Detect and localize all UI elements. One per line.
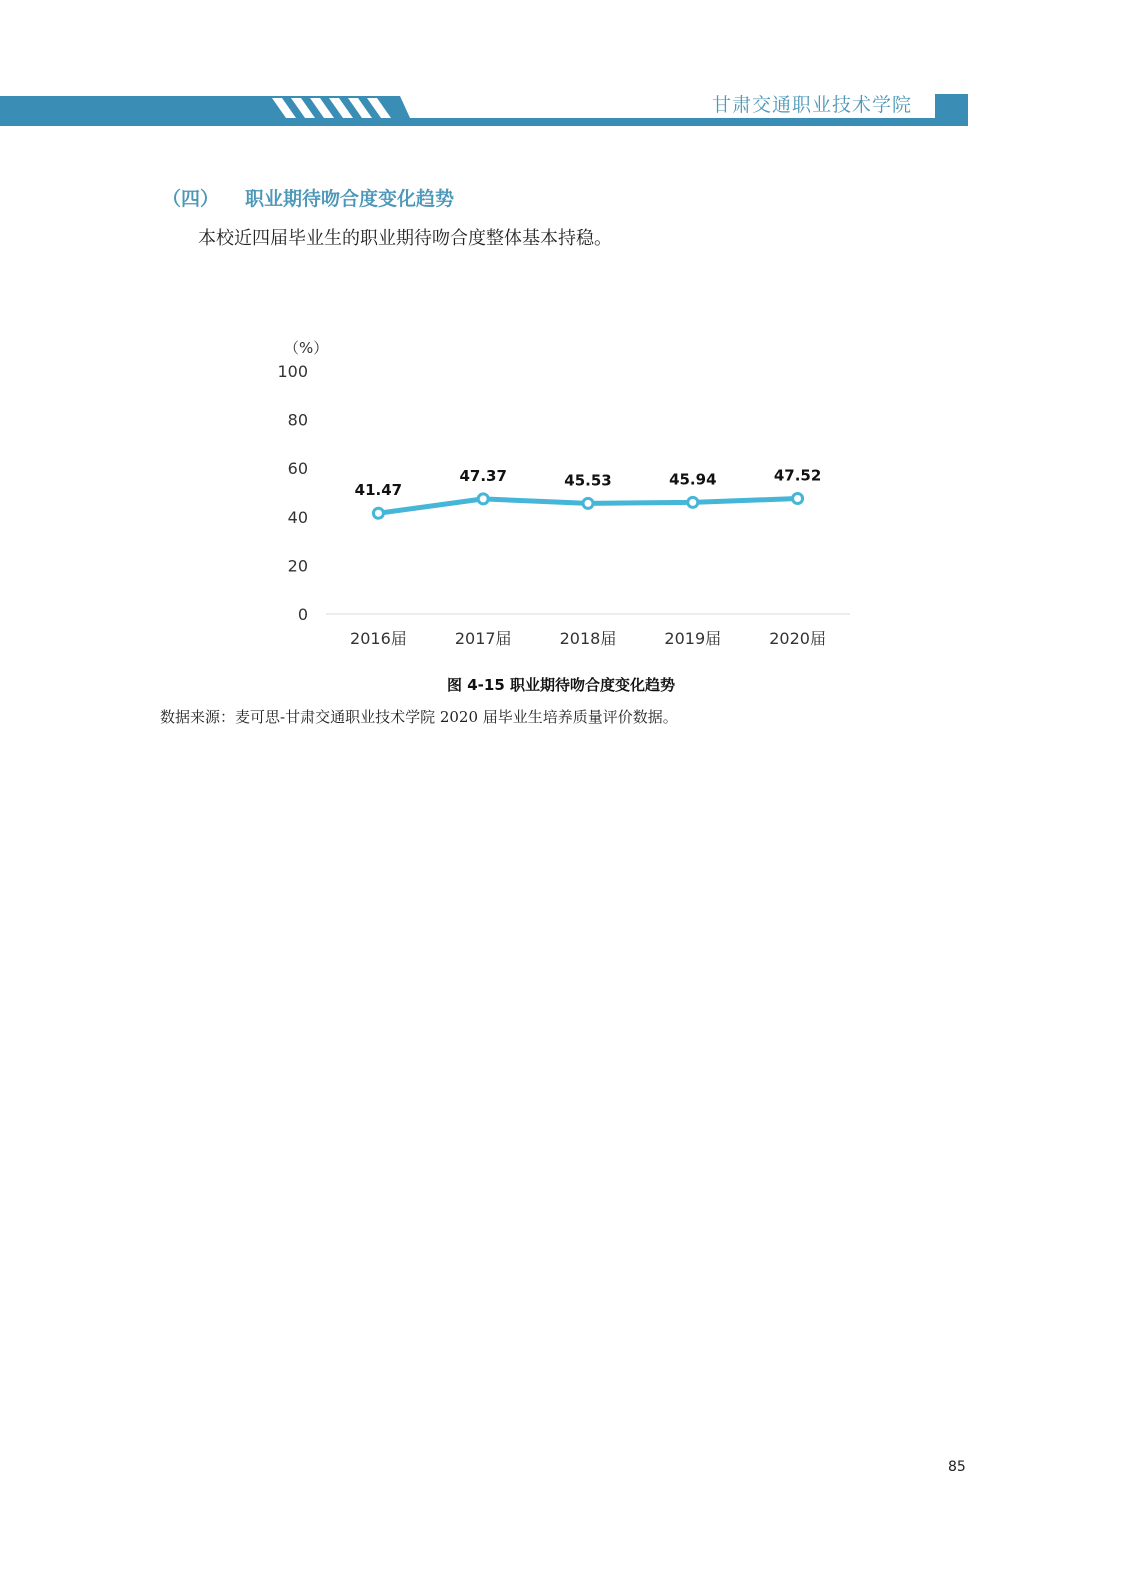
page-number: 85 (948, 1459, 966, 1475)
data-labels (355, 467, 822, 500)
data-point (688, 497, 698, 507)
data-label: 47.52 (773, 466, 822, 485)
figure-caption: 图 4-15 职业期待吻合度变化趋势 (447, 676, 675, 694)
y-tick-label: 100 (277, 362, 308, 381)
section-title: 职业期待吻合度变化趋势 (245, 188, 455, 210)
x-axis (350, 629, 826, 648)
data-label: 45.53 (564, 471, 612, 490)
y-tick-label: 40 (287, 507, 308, 527)
y-tick-label: 20 (287, 556, 308, 576)
x-tick-label: 2017届 (454, 629, 512, 648)
chart-svg (270, 330, 870, 660)
y-axis (277, 362, 308, 624)
intro-paragraph: 本校近四届毕业生的职业期待吻合度整体基本持稳。 (198, 228, 612, 249)
x-tick-label: 2019届 (664, 629, 722, 648)
line-chart (270, 330, 870, 664)
x-tick-label: 2018届 (559, 629, 617, 648)
data-point (373, 508, 383, 518)
section-number: （四） (162, 188, 220, 210)
data-label: 47.37 (459, 466, 507, 485)
y-tick-label: 0 (297, 605, 308, 624)
data-label: 45.94 (669, 470, 717, 489)
data-source: 数据来源：麦可思-甘肃交通职业技术学院 2020 届毕业生培养质量评价数据。 (160, 708, 678, 726)
section-heading (162, 184, 454, 211)
data-point (478, 494, 488, 504)
data-point (583, 498, 593, 508)
data-label: 41.47 (354, 481, 403, 500)
x-tick-label: 2016届 (350, 629, 407, 648)
y-unit-label: （%） (284, 339, 329, 357)
header-title: 甘肃交通职业技术学院 (706, 92, 918, 118)
data-point (793, 494, 803, 504)
y-tick-label: 60 (287, 459, 308, 479)
y-tick-label: 80 (287, 410, 308, 430)
x-tick-label: 2020届 (769, 629, 826, 648)
